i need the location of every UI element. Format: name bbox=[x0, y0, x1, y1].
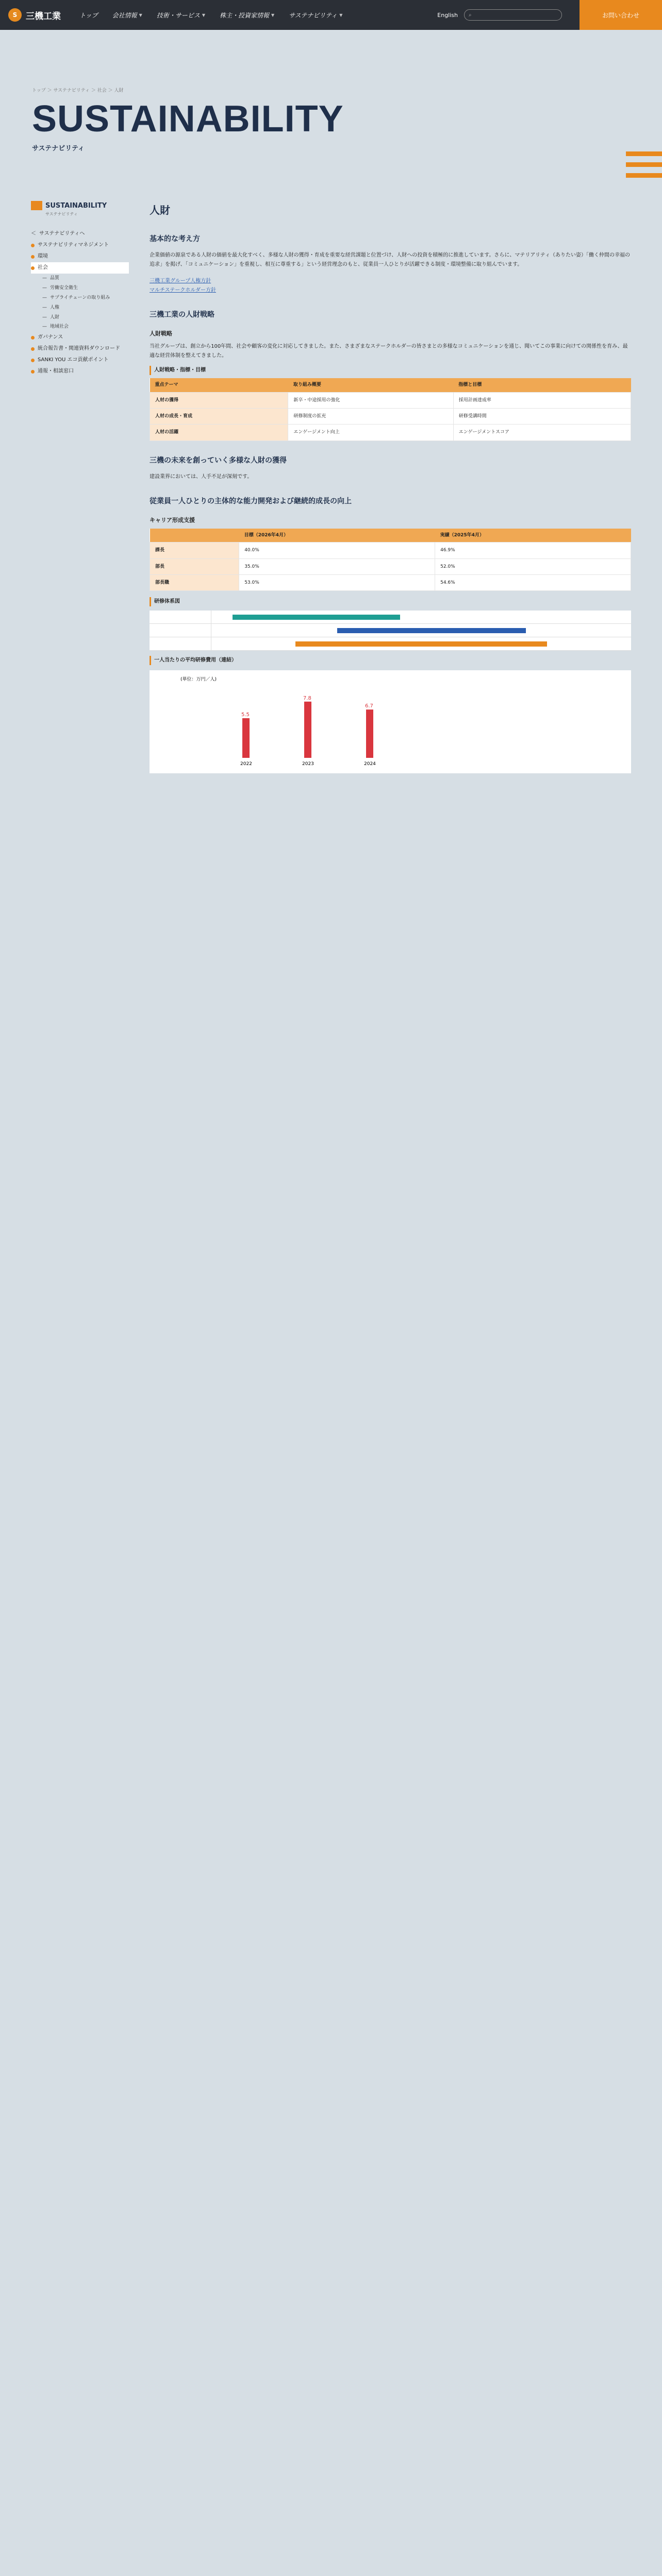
sidebar-subitem[interactable]: — 人財 bbox=[42, 314, 60, 320]
nav-top[interactable]: トップ bbox=[79, 11, 98, 19]
sidebar-item-top[interactable]: ＜ サステナビリティへ bbox=[31, 231, 85, 236]
table-row: 課長 40.0% 46.9% bbox=[150, 543, 631, 558]
brand-name: 三機工業 bbox=[26, 11, 61, 22]
brand-logo[interactable] bbox=[8, 8, 61, 22]
hero bbox=[0, 30, 662, 169]
search-icon: ⌕ bbox=[469, 12, 472, 18]
bar bbox=[366, 710, 373, 758]
table-row: 人材の活躍 エンゲージメント向上 エンゲージメントスコア bbox=[150, 425, 631, 440]
sidebar-subitem[interactable]: — 地域社会 bbox=[42, 324, 69, 330]
table-row: 人材の獲得 新卒・中途採用の強化 採用計画達成率 bbox=[150, 392, 631, 408]
sidebar-item-report[interactable]: 通報・相談窓口 bbox=[31, 366, 129, 377]
training-chart bbox=[150, 611, 631, 651]
link-human-rights[interactable]: 三機工業グループ人権方針 bbox=[150, 278, 211, 284]
site-header bbox=[0, 0, 662, 30]
chevron-down-icon: ▼ bbox=[339, 12, 343, 18]
section-title: 人財 bbox=[150, 204, 170, 216]
main-content bbox=[150, 201, 631, 773]
sidebar-item-management[interactable]: サステナビリティマネジメント bbox=[31, 240, 129, 251]
tick-label: 2022 bbox=[240, 761, 252, 767]
breadcrumb: トップ ＞ サステナビリティ ＞ 社会 ＞ 人財 bbox=[32, 88, 124, 93]
y-axis-label: (単位：万円／人) bbox=[180, 677, 217, 683]
chevron-down-icon: ▼ bbox=[271, 12, 275, 18]
chevron-down-icon: ▼ bbox=[202, 12, 205, 18]
data-label: 7.8 bbox=[303, 696, 311, 702]
sidebar-subitem[interactable]: — 人権 bbox=[42, 304, 60, 310]
nav-sustainability[interactable]: サステナビリティ ▼ bbox=[289, 11, 343, 19]
global-nav bbox=[79, 11, 437, 20]
decorative-stripes bbox=[626, 151, 662, 184]
sidebar-item-social[interactable]: 社会 bbox=[31, 262, 129, 274]
table-row: 人材の成長・育成 研修制度の拡充 研修受講時間 bbox=[150, 408, 631, 424]
sidebar bbox=[31, 201, 129, 773]
sidebar-item-eco[interactable]: SANKI YOU エコ貢献ポイント bbox=[31, 354, 129, 366]
sidebar-subitem[interactable]: — 労働安全衛生 bbox=[42, 285, 78, 291]
nav-company[interactable]: 会社情報 ▼ bbox=[112, 11, 142, 19]
heading: 従業員一人ひとりの主体的な能力開発および継続的成長の向上 bbox=[150, 497, 352, 505]
page-title: SUSTAINABILITY bbox=[32, 98, 344, 140]
lang-switch[interactable]: English bbox=[437, 11, 458, 19]
leaf-icon bbox=[31, 201, 42, 210]
sidebar-item-download[interactable]: 統合報告書・関連資料ダウンロード bbox=[31, 343, 129, 354]
subheading: キャリア形成支援 bbox=[150, 517, 195, 524]
bar bbox=[242, 718, 250, 758]
data-label: 6.7 bbox=[365, 703, 373, 709]
sidebar-subitem[interactable]: — サプライチェーンの取り組み bbox=[42, 295, 110, 300]
link-stakeholder[interactable]: マルチステークホルダー方針 bbox=[150, 287, 216, 294]
nav-ir[interactable]: 株主・投資家情報 ▼ bbox=[219, 11, 275, 19]
search-input[interactable] bbox=[464, 9, 562, 21]
page-subtitle: サステナビリティ bbox=[32, 145, 85, 152]
heading: 三機の未来を創っていく多様な人財の獲得 bbox=[150, 456, 287, 465]
subheading: 人財戦略 bbox=[150, 330, 172, 337]
tick-label: 2023 bbox=[302, 761, 314, 767]
table-caption: 人財戦略・指標・目標 bbox=[150, 366, 631, 375]
chart-caption: 一人当たりの平均研修費用（連結） bbox=[150, 656, 631, 665]
paragraph: 当社グループは、創立から100年間、社会や顧客の変化に対応してきました。また、さまざまなステークホルダーの皆さまとの多様なコミュニケーションを通じ、聞いてこの事業に向けての関係性を育み、最適な経営体制を整えてきました。 bbox=[150, 344, 628, 359]
tick-label: 2024 bbox=[364, 761, 376, 767]
paragraph: 企業価値の源泉である人財の価値を最大化すべく、多様な人財の獲得・育成を重要な経営課題と位置づけ、人財への投資を積極的に推進しています。さらに、マテリアリティ（ありたい姿）「働く仲間の幸福の追求」を掲げ、「コミュニケーション」を重視し、相互に尊重する」という経営理念のもと、従業員一人ひとりが活躍できる制度・環境整備に取り組んでいます。 bbox=[150, 252, 630, 268]
nav-tech[interactable]: 技術・サービス ▼ bbox=[156, 11, 205, 19]
contact-button[interactable]: お問い合わせ bbox=[580, 0, 662, 30]
sidebar-item-environment[interactable]: 環境 bbox=[31, 251, 129, 262]
ratio-table: 目標（2026年4月） 実績（2025年4月） 課長 40.0% 46.9% 部長 35.0% 52.0% 部長職 53.0% 54.6% bbox=[150, 529, 631, 591]
cost-chart bbox=[150, 670, 631, 773]
bar bbox=[304, 702, 311, 758]
bar-chart bbox=[150, 670, 631, 773]
strategy-table: 重点テーマ 取り組み概要 指標と目標 人材の獲得 新卒・中途採用の強化 採用計画達成率 人材の成長・育成 研修制度の拡充 研修受講時間 人材の活躍 エンゲージメント向上 エンゲージメントスコア bbox=[150, 378, 631, 441]
heading: 三機工業の人財戦略 bbox=[150, 311, 214, 319]
chevron-down-icon: ▼ bbox=[139, 12, 142, 18]
logo-icon: S bbox=[8, 8, 22, 22]
sidebar-item-governance[interactable]: ガバナンス bbox=[31, 332, 129, 343]
table-row: 部長 35.0% 52.0% bbox=[150, 558, 631, 574]
sidebar-sub: サステナビリティ bbox=[45, 212, 78, 216]
table-row: 部長職 53.0% 54.6% bbox=[150, 575, 631, 591]
data-label: 5.5 bbox=[241, 712, 250, 718]
sidebar-logo: SUSTAINABILITY bbox=[31, 201, 129, 210]
paragraph: 建設業界においては、人手不足が深刻です。 bbox=[150, 473, 253, 480]
sidebar-subitem[interactable]: — 品質 bbox=[42, 276, 60, 281]
subheading: 研修体系図 bbox=[150, 597, 631, 606]
heading: 基本的な考え方 bbox=[150, 235, 200, 243]
